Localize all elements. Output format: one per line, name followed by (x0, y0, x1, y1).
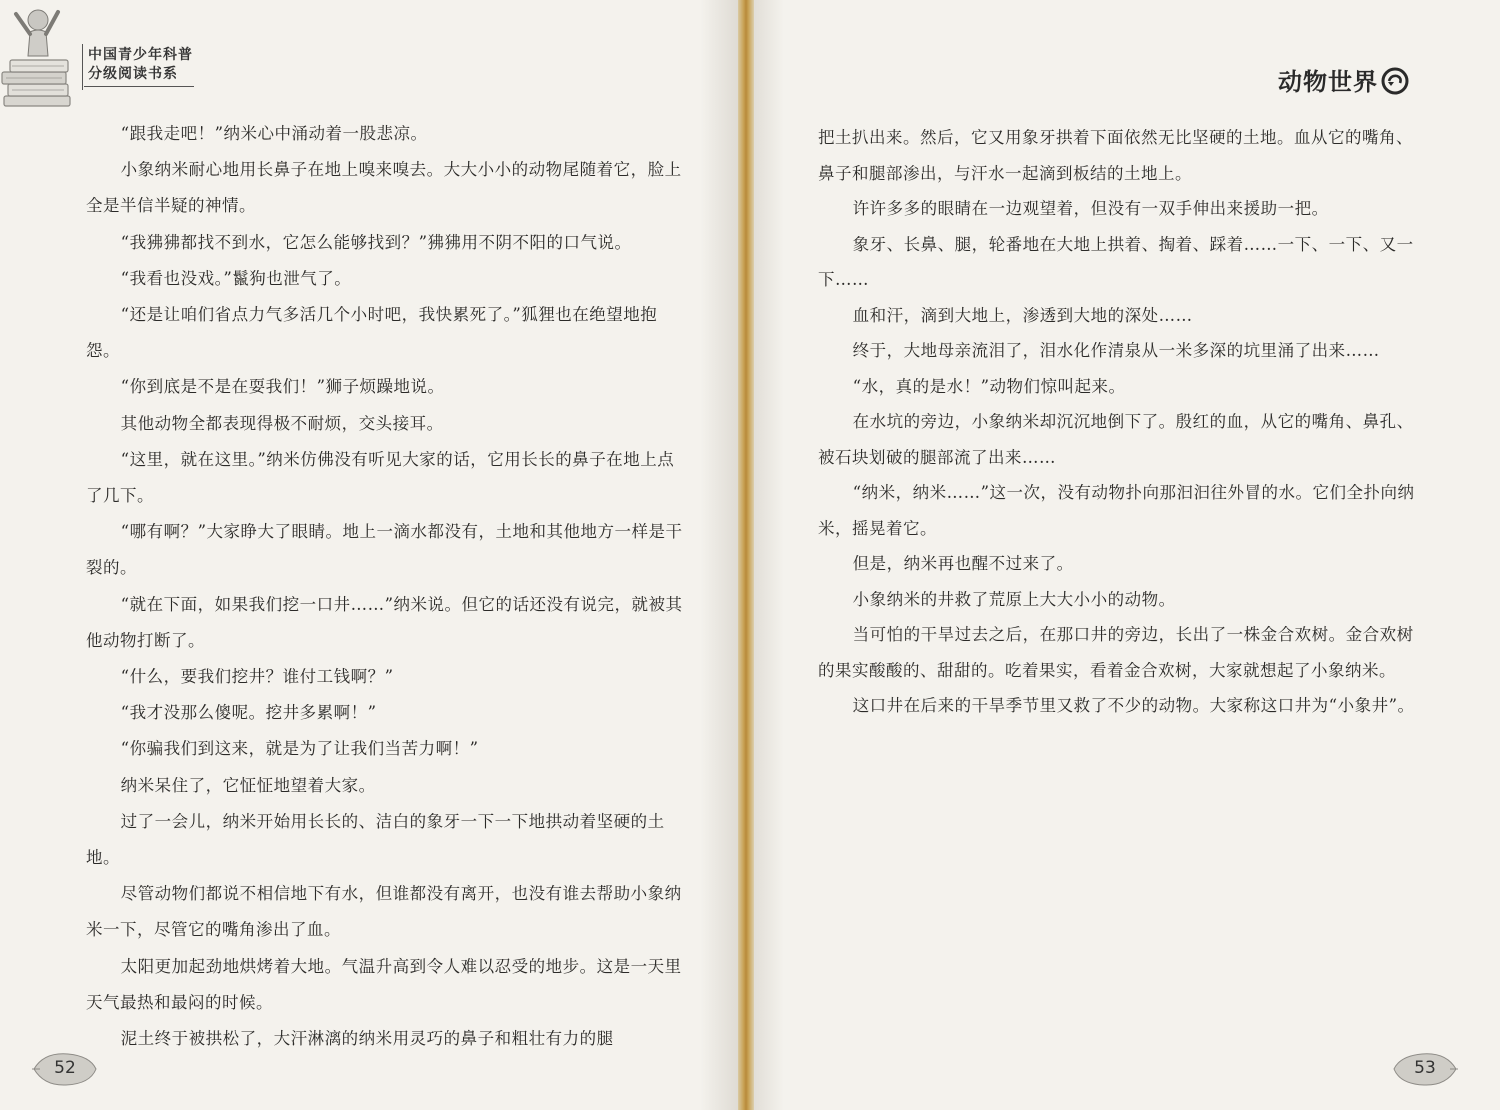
paragraph: “纳米，纳米……”这一次，没有动物扑向那汩汩往外冒的水。它们全扑向纳米，摇晃着它。 (818, 483, 1415, 538)
paragraph: 象牙、长鼻、腿，轮番地在大地上拱着、掏着、踩着……一下、一下、又一下…… (818, 234, 1414, 289)
gutter-shadow-left (700, 0, 740, 1110)
paragraph: 终于，大地母亲流泪了，泪水化作清泉从一米多深的坑里涌了出来…… (852, 341, 1380, 360)
paragraph: 尽管动物们都说不相信地下有水，但谁都没有离开，也没有谁去帮助小象纳米一下，尽管它的嘴角渗出了血。 (86, 884, 682, 940)
paragraph: 但是，纳米再也醒不过来了。 (852, 554, 1074, 573)
paragraph: “这里，就在这里。”纳米仿佛没有听见大家的话，它用长长的鼻子在地上点了几下。 (86, 449, 675, 506)
paragraph: “跟我走吧！”纳米心中涌动着一股悲凉。 (120, 124, 428, 143)
series-title-underline (84, 86, 194, 87)
paragraph: 过了一会儿，纳米开始用长长的、洁白的象牙一下一下地拱动着坚硬的土地。 (86, 811, 665, 868)
paragraph: 太阳更加起劲地烘烤着大地。气温升高到令人难以忍受的地步。这是一天里天气最热和最闷的时候。 (86, 956, 682, 1012)
paragraph: 血和汗，滴到大地上，渗透到大地的深处…… (852, 305, 1193, 325)
paragraph: “什么，要我们挖井？谁付工钱啊？” (120, 667, 394, 687)
paragraph: 许许多多的眼睛在一边观望着，但没有一双手伸出来援助一把。 (852, 199, 1329, 218)
page-number-text: 53 (1414, 1058, 1436, 1078)
gutter-shadow-right (754, 0, 784, 1110)
section-swirl-icon (1380, 66, 1410, 96)
series-title-line-2: 分级阅读书系 (88, 66, 178, 82)
paragraph: “你到底是不是在耍我们！”狮子烦躁地说。 (120, 377, 445, 397)
paragraph: 当可怕的干旱过去之后，在那口井的旁边，长出了一株金合欢树。金合欢树的果实酸酸的、甜甜的。吃着果实，看着金合欢树，大家就想起了小象纳米。 (818, 625, 1414, 680)
page-number-right (1390, 1048, 1460, 1090)
paragraph: “我才没那么傻呢。挖井多累啊！” (120, 703, 377, 723)
paragraph: 在水坑的旁边，小象纳米却沉沉地倒下了。殷红的血，从它的嘴角、鼻孔、被石块划破的腿部流了出来…… (818, 412, 1414, 467)
paragraph: 其他动物全都表现得极不耐烦，交头接耳。 (120, 413, 444, 433)
paragraph: “我看也没戏。”鬣狗也泄气了。 (120, 268, 352, 288)
paragraph: 纳米呆住了，它怔怔地望着大家。 (120, 775, 376, 795)
paragraph: “就在下面，如果我们挖一口井……”纳米说。但它的话还没有说完，就被其他动物打断了。 (86, 594, 683, 650)
paragraph: 泥土终于被拱松了，大汗淋漓的纳米用灵巧的鼻子和粗壮有力的腿 (120, 1029, 614, 1049)
paragraph: “我狒狒都找不到水，它怎么能够找到？”狒狒用不阴不阳的口气说。 (120, 232, 632, 252)
paragraph: “你骗我们到这来，就是为了让我们当苦力啊！” (120, 739, 479, 759)
paragraph: 这口井在后来的干旱季节里又救了不少的动物。大家称这口井为“小象井”。 (852, 696, 1415, 715)
paragraph: “哪有啊？”大家睁大了眼睛。地上一滴水都没有，土地和其他地方一样是干裂的。 (86, 522, 683, 578)
left-page-body (86, 116, 686, 1057)
paragraph: 把土扒出来。然后，它又用象牙拱着下面依然无比坚硬的土地。血从它的嘴角、鼻子和腿部渗出，与汗水一起滴到板结的土地上。 (818, 128, 1413, 183)
section-title: 动物世界 (1278, 67, 1378, 96)
series-title-line-1: 中国青少年科普 (88, 47, 193, 63)
page-number-text: 52 (54, 1058, 76, 1078)
paragraph: 小象纳米的井救了荒原上大大小小的动物。 (852, 589, 1176, 609)
page-number-left (30, 1048, 100, 1090)
paragraph: 小象纳米耐心地用长鼻子在地上嗅来嗅去。大大小小的动物尾随着它，脸上全是半信半疑的神情。 (86, 160, 682, 216)
left-page (0, 0, 740, 1110)
paragraph: “还是让咱们省点力气多活几个小时吧，我快累死了。”狐狸也在绝望地抱怨。 (86, 305, 658, 361)
book-spine (738, 0, 754, 1110)
paragraph: “水，真的是水！”动物们惊叫起来。 (852, 376, 1126, 396)
series-title-vertical-rule (82, 44, 83, 90)
series-title (88, 46, 193, 84)
right-page-body (818, 120, 1416, 724)
